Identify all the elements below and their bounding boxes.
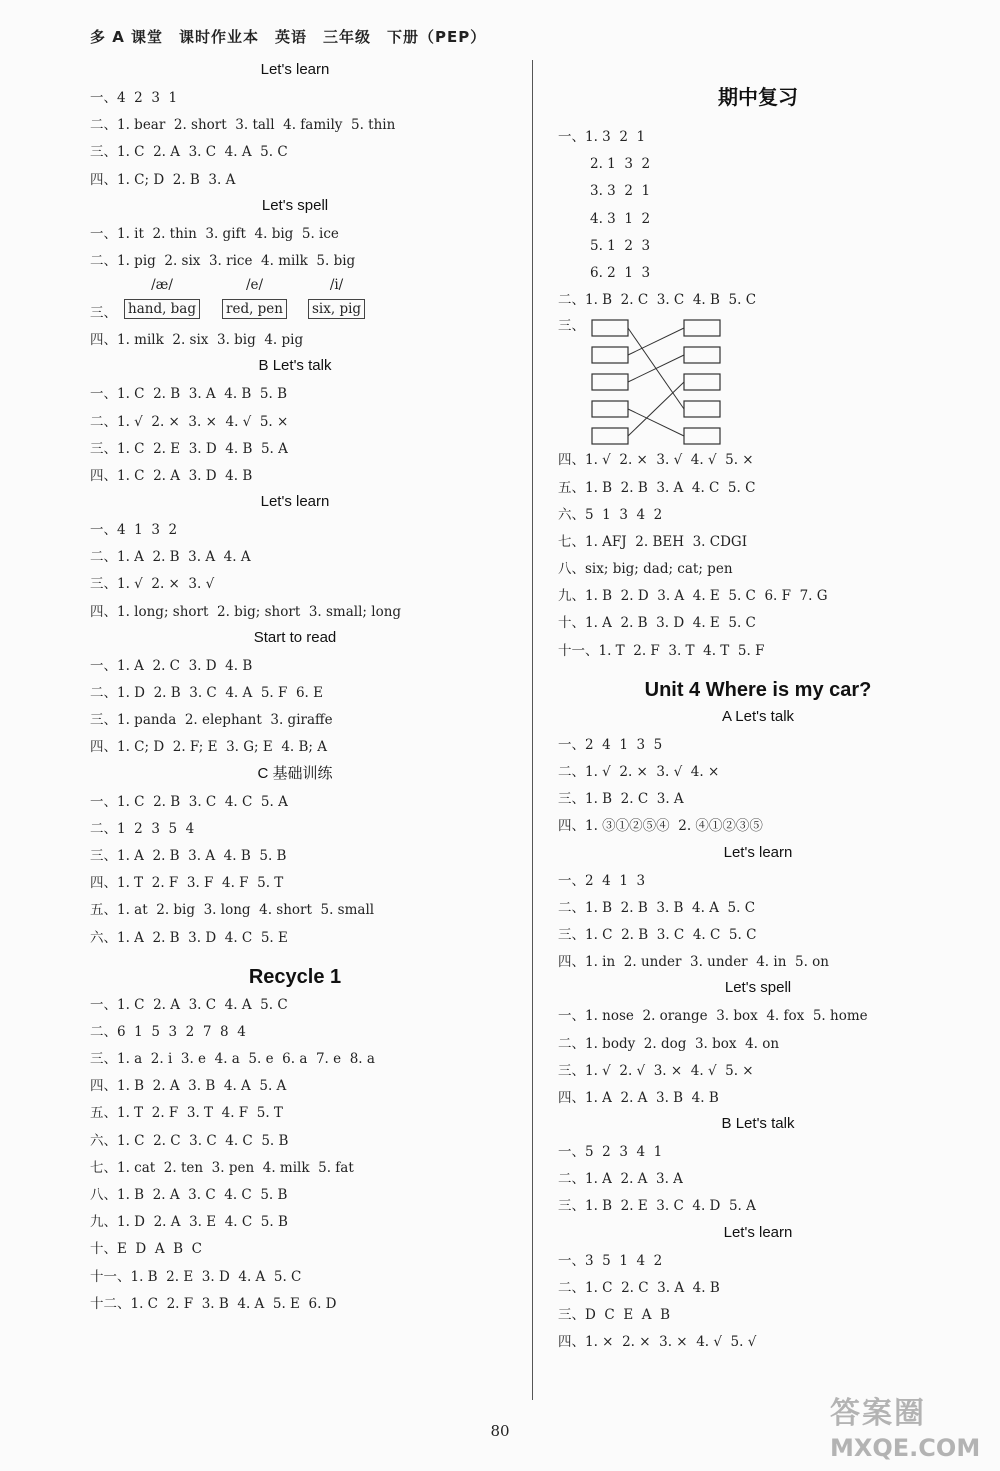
answer-line: 4. 3 1 2 — [590, 210, 651, 227]
answer-line: 一、4 1 3 2 — [90, 522, 178, 539]
answer-line: 一、1. C 2. B 3. A 4. B 5. B — [90, 386, 288, 403]
answer-line: 八、six; big; dad; cat; pen — [558, 561, 733, 578]
answer-line: 二、1. B 2. C 3. C 4. B 5. C — [558, 292, 757, 309]
answer-line: 二、1. √ 2. × 3. √ 4. × — [558, 764, 720, 780]
match-line — [628, 409, 684, 436]
answer-line: 三、1. C 2. A 3. C 4. A 5. C — [90, 144, 288, 161]
answer-line: 二、6 1 5 3 2 7 8 4 — [90, 1023, 246, 1040]
phonics-group — [124, 277, 200, 319]
answer-line: 一、1. 3 2 1 — [558, 129, 646, 145]
answer-line: 二、1. bear 2. short 3. tall 4. family 5. thin — [90, 117, 396, 134]
answer-line: 二、1. √ 2. × 3. × 4. √ 5. × — [90, 413, 289, 430]
answer-line: 一、1. A 2. C 3. D 4. B — [90, 657, 253, 674]
section-subtitle: Let's spell — [724, 979, 792, 997]
answer-line: 四、1. A 2. A 3. B 4. B — [558, 1089, 719, 1106]
watermark-text: 答案圈 — [830, 1396, 926, 1431]
answer-line: 五、1. T 2. F 3. T 4. F 5. T — [90, 1105, 283, 1122]
match-box — [592, 374, 628, 390]
match-line — [628, 328, 684, 355]
word-box: red, pen — [222, 299, 287, 319]
phonetic-symbol: /e/ — [245, 277, 264, 294]
answer-line: 二、1. A 2. A 3. A — [558, 1171, 683, 1188]
answer-line: 三、1. panda 2. elephant 3. giraffe — [90, 712, 333, 729]
answer-line: 三、1. B 2. C 3. A — [558, 791, 684, 808]
section-subtitle: Let's learn — [260, 493, 330, 511]
answer-line: 四、1. T 2. F 3. F 4. F 5. T — [90, 875, 284, 892]
answer-line: 一、1. it 2. thin 3. gift 4. big 5. ice — [90, 225, 339, 242]
match-box — [684, 428, 720, 444]
answer-line: 四、1. √ 2. × 3. √ 4. √ 5. × — [558, 452, 754, 469]
answer-line: 6. 2 1 3 — [590, 264, 651, 281]
answer-line: 十、1. A 2. B 3. D 4. E 5. C — [558, 615, 756, 632]
word-box: hand, bag — [124, 299, 200, 319]
answer-line: 一、1. C 2. A 3. C 4. A 5. C — [90, 996, 288, 1013]
answer-line: 三、1. A 2. B 3. A 4. B 5. B — [90, 847, 287, 864]
match-line — [628, 382, 684, 436]
match-box — [592, 401, 628, 417]
answer-line: 一、5 2 3 4 1 — [558, 1144, 663, 1161]
answer-line: 三、1. a 2. i 3. e 4. a 5. e 6. a 7. e 8. a — [90, 1051, 375, 1068]
match-box — [684, 347, 720, 363]
answer-line: 十一、1. B 2. E 3. D 4. A 5. C — [90, 1268, 302, 1285]
question-number: 三、 — [558, 318, 585, 335]
watermark-url: MXQE.COM — [830, 1434, 981, 1462]
answer-line: 一、4 2 3 1 — [90, 90, 178, 106]
section-subtitle: Start to read — [253, 628, 337, 646]
answer-line: 一、1. nose 2. orange 3. box 4. fox 5. home — [558, 1008, 868, 1025]
answer-line: 四、1. C; D 2. B 3. A — [90, 171, 236, 188]
answer-line: 一、3 5 1 4 2 — [558, 1252, 663, 1269]
section-subtitle: Let's learn — [723, 843, 793, 861]
page-number: 80 — [490, 1422, 510, 1440]
left-column — [90, 58, 500, 1318]
answer-line: 一、2 4 1 3 5 — [558, 736, 663, 753]
phonetic-symbol: /i/ — [329, 277, 344, 294]
answer-line: 三、1. √ 2. × 3. √ — [90, 576, 215, 593]
answer-line: 九、1. B 2. D 3. A 4. E 5. C 6. F 7. G — [558, 588, 828, 605]
column-divider — [532, 60, 533, 1400]
match-box — [684, 374, 720, 390]
answer-line: 二、1. pig 2. six 3. rice 4. milk 5. big — [90, 252, 356, 269]
section-subtitle: C 基础训练 — [257, 764, 333, 782]
answer-line: 五、1. at 2. big 3. long 4. short 5. small — [90, 902, 375, 919]
answer-line: 四、1. B 2. A 3. B 4. A 5. A — [90, 1078, 287, 1095]
answer-line: 五、1. B 2. B 3. A 4. C 5. C — [558, 479, 756, 496]
answer-line: 三、1. C 2. B 3. C 4. C 5. C — [558, 926, 757, 943]
answer-line: 二、1. body 2. dog 3. box 4. on — [558, 1035, 780, 1052]
answer-line: 四、1. × 2. × 3. × 4. √ 5. √ — [558, 1334, 757, 1351]
match-box — [592, 320, 628, 336]
phonetic-symbol: /æ/ — [151, 277, 173, 294]
section-subtitle: B Let's talk — [721, 1115, 795, 1133]
question-number: 三、 — [90, 305, 117, 322]
phonics-group — [222, 277, 287, 319]
answer-line: 六、5 1 3 4 2 — [558, 506, 663, 523]
answer-line: 四、1. milk 2. six 3. big 4. pig — [90, 332, 304, 349]
answer-line: 一、2 4 1 3 — [558, 872, 646, 889]
section-title: Recycle 1 — [248, 965, 342, 988]
answer-line: 2. 1 3 2 — [590, 156, 651, 173]
section-subtitle: A Let's talk — [721, 707, 795, 725]
match-line — [628, 355, 684, 382]
answer-line: 六、1. C 2. C 3. C 4. C 5. B — [90, 1132, 289, 1149]
match-box — [684, 320, 720, 336]
answer-line: 二、1. C 2. C 3. A 4. B — [558, 1279, 720, 1296]
answer-line: 四、1. C 2. A 3. D 4. B — [90, 467, 253, 484]
section-subtitle: Let's spell — [261, 196, 329, 214]
answer-line: 七、1. cat 2. ten 3. pen 4. milk 5. fat — [90, 1159, 354, 1176]
answer-line: 三、1. B 2. E 3. C 4. D 5. A — [558, 1198, 756, 1215]
matching-answer — [558, 314, 958, 447]
matching-diagram — [588, 314, 768, 447]
answer-line: 八、1. B 2. A 3. C 4. C 5. B — [90, 1187, 288, 1203]
answer-line: 二、1. D 2. B 3. C 4. A 5. F 6. E — [90, 685, 323, 701]
match-box — [592, 428, 628, 444]
watermark — [830, 1388, 990, 1468]
section-title: Unit 4 Where is my car? — [644, 678, 872, 701]
answer-line: 四、1. ③①②⑤④ 2. ④①②③⑤ — [558, 818, 763, 835]
answer-line: 3. 3 2 1 — [590, 183, 651, 200]
section-subtitle: B Let's talk — [258, 357, 332, 375]
answer-line: 十一、1. T 2. F 3. T 4. T 5. F — [558, 642, 765, 659]
answer-line: 三、1. C 2. E 3. D 4. B 5. A — [90, 440, 288, 457]
answer-line: 十二、1. C 2. F 3. B 4. A 5. E 6. D — [90, 1295, 337, 1312]
answer-line: 四、1. in 2. under 3. under 4. in 5. on — [558, 954, 829, 971]
word-box: six, pig — [308, 299, 365, 319]
answer-line: 三、1. √ 2. √ 3. × 4. √ 5. × — [558, 1062, 754, 1079]
match-box — [684, 401, 720, 417]
match-box — [592, 347, 628, 363]
answer-line: 二、1 2 3 5 4 — [90, 820, 195, 837]
section-subtitle: Let's learn — [723, 1223, 793, 1241]
phonics-group — [308, 277, 365, 319]
answer-line: 二、1. B 2. B 3. B 4. A 5. C — [558, 899, 756, 916]
section-subtitle: Let's learn — [260, 61, 330, 78]
answer-line: 一、1. C 2. B 3. C 4. C 5. A — [90, 793, 288, 810]
answer-line: 九、1. D 2. A 3. E 4. C 5. B — [90, 1214, 288, 1231]
answer-line: 六、1. A 2. B 3. D 4. C 5. E — [90, 929, 288, 946]
answer-line: 十、E D A B C — [90, 1241, 203, 1258]
answer-line: 四、1. C; D 2. F; E 3. G; E 4. B; A — [90, 739, 327, 756]
answer-line: 七、1. AFJ 2. BEH 3. CDGI — [558, 533, 748, 550]
right-column — [558, 58, 958, 1356]
answer-line: 三、D C E A B — [558, 1307, 671, 1323]
answer-line: 二、1. A 2. B 3. A 4. A — [90, 549, 251, 566]
answer-line: 5. 1 2 3 — [590, 237, 651, 254]
page-header: 多 A 课堂 课时作业本 英语 三年级 下册（PEP） — [90, 28, 487, 46]
answer-line: 四、1. long; short 2. big; short 3. small; long — [90, 603, 402, 620]
phonics-answer — [90, 275, 500, 327]
section-title: 期中复习 — [718, 87, 798, 109]
